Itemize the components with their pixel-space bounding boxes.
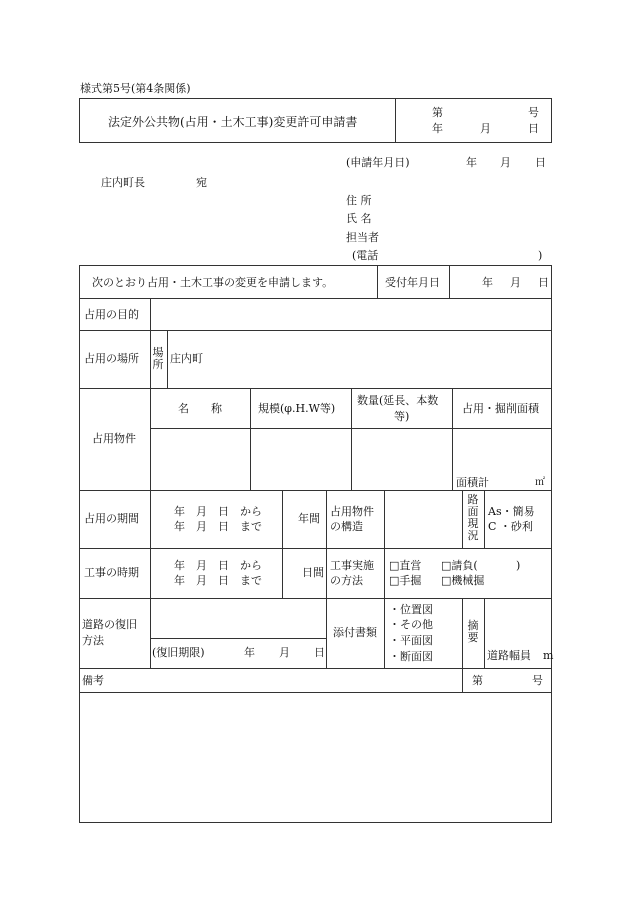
object-col-quantity-2: 等) — [394, 410, 410, 423]
option-machine: □機械掘 — [441, 574, 485, 587]
option-contract-close: ) — [516, 559, 521, 572]
option-manual: □手掘 — [389, 574, 422, 587]
contact-person-label: 担当者 — [346, 231, 379, 244]
received-year: 年 — [482, 276, 493, 289]
restore-label-2: 方法 — [82, 634, 104, 647]
doc-no-prefix: 第 — [432, 106, 443, 119]
place-sub-label: 場所 — [152, 346, 164, 371]
phone-label: (電話 — [352, 249, 379, 262]
summary-label: 摘要 — [467, 619, 479, 644]
phone-close: ) — [538, 249, 543, 262]
construction-label: 工事の時期 — [84, 566, 139, 579]
construction-days: 日間 — [302, 566, 324, 579]
name-label: 氏 名 — [346, 212, 372, 225]
intro-text: 次のとおり占用・土木工事の変更を申請します。 — [92, 276, 334, 289]
place-value: 庄内町 — [170, 352, 203, 365]
area-total-label: 面積計 — [456, 476, 489, 489]
method-label-2: の方法 — [330, 574, 363, 587]
pavement-option-2: C ・砂利 — [488, 520, 533, 533]
attachment-label: 添付書類 — [333, 626, 377, 639]
purpose-label: 占用の目的 — [84, 308, 139, 321]
received-date-label: 受付年月日 — [385, 276, 440, 289]
object-col-quantity: 数量(延長、本数 — [357, 394, 439, 407]
road-width-label: 道路幅員 — [487, 649, 531, 662]
option-contract: □請負( — [441, 559, 478, 572]
structure-label-2: の構造 — [330, 520, 363, 533]
remarks-no-prefix: 第 — [472, 674, 483, 687]
attachment-item: ・その他 — [389, 618, 433, 631]
restore-label: 道路の復旧 — [82, 618, 137, 631]
remarks-no-suffix: 号 — [532, 674, 543, 687]
doc-date-year: 年 — [432, 122, 443, 135]
attachment-item: ・位置図 — [389, 603, 433, 616]
object-col-scale: 規模(φ.H.W等) — [258, 402, 336, 415]
restore-deadline-day: 日 — [314, 646, 325, 659]
object-label: 占用物件 — [92, 432, 136, 445]
period-years: 年間 — [298, 512, 320, 525]
area-unit: ㎡ — [535, 477, 545, 488]
place-label: 占用の場所 — [84, 352, 139, 365]
application-day: 日 — [535, 156, 546, 169]
received-day: 日 — [538, 276, 549, 289]
object-col-name: 名 称 — [178, 402, 222, 415]
period-to: 年 月 日 まで — [174, 520, 262, 533]
road-condition-label: 路面現況 — [467, 493, 479, 542]
period-from: 年 月 日 から — [174, 505, 262, 518]
form-title: 法定外公共物(占用・土木工事)変更許可申請書 — [108, 115, 358, 129]
addressee: 庄内町長 — [101, 176, 145, 189]
address-label: 住 所 — [346, 194, 372, 207]
restore-deadline-month: 月 — [279, 646, 290, 659]
restore-deadline-year: 年 — [244, 646, 255, 659]
application-year: 年 — [466, 156, 477, 169]
received-month: 月 — [510, 276, 521, 289]
pavement-option-1: As・簡易 — [488, 505, 535, 518]
remarks-area[interactable] — [80, 694, 550, 820]
road-width-unit: m — [543, 649, 554, 662]
form-number: 様式第5号(第4条関係) — [80, 82, 191, 95]
attachment-item: ・断面図 — [389, 650, 433, 663]
application-month: 月 — [500, 156, 511, 169]
remarks-label: 備考 — [82, 674, 104, 687]
object-col-area: 占用・掘削面積 — [462, 402, 539, 415]
construction-to: 年 月 日 まで — [174, 574, 262, 587]
option-direct: □直営 — [389, 559, 422, 572]
method-label: 工事実施 — [330, 559, 374, 572]
doc-date-month: 月 — [480, 122, 491, 135]
application-date-label: (申請年月日) — [346, 156, 410, 169]
restore-deadline-label: (復旧期限) — [152, 646, 205, 659]
period-label: 占用の期間 — [84, 512, 139, 525]
doc-date-day: 日 — [528, 122, 539, 135]
doc-no-suffix: 号 — [528, 106, 539, 119]
addressee-honorific: 宛 — [196, 176, 207, 189]
structure-label: 占用物件 — [330, 505, 374, 518]
attachment-item: ・平面図 — [389, 634, 433, 647]
construction-from: 年 月 日 から — [174, 559, 262, 572]
